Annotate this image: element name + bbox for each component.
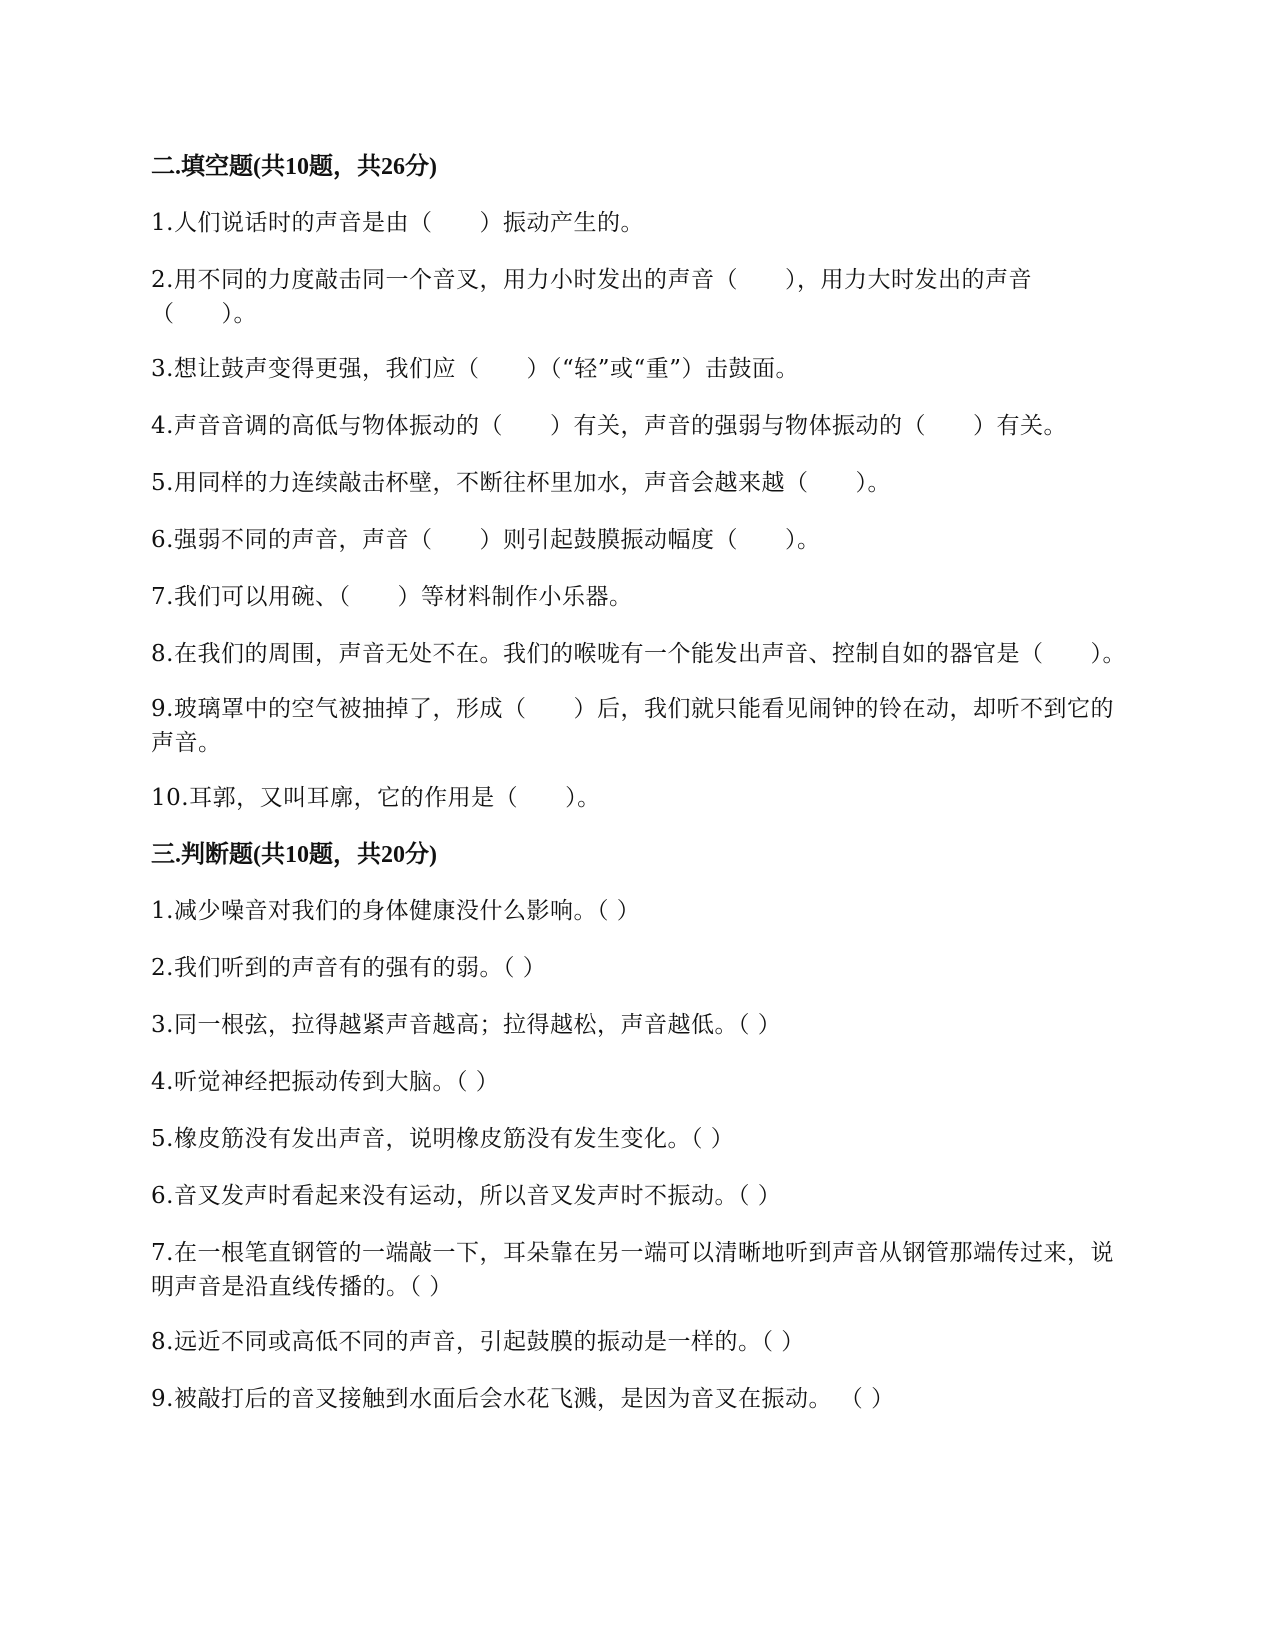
- question-item: 6.强弱不同的声音，声音（ ）则引起鼓膜振动幅度（ ）。: [151, 527, 821, 553]
- question-item: 5.用同样的力连续敲击杯壁，不断往杯里加水，声音会越来越（ ）。: [151, 470, 891, 496]
- question-item: 3.想让鼓声变得更强，我们应（ ）（“轻”或“重”）击鼓面。: [151, 356, 799, 382]
- question-item: 8.在我们的周围，声音无处不在。我们的喉咙有一个能发出声音、控制自如的器官是（ ）。: [151, 641, 1126, 667]
- question-item: 5.橡皮筋没有发出声音，说明橡皮筋没有发生变化。（ ）: [151, 1126, 735, 1152]
- section-title-fill-in-blank: 二.填空题(共10题，共26分): [151, 154, 437, 180]
- question-item: 1.人们说话时的声音是由（ ）振动产生的。: [151, 210, 644, 236]
- true-false-section: [151, 838, 1131, 1416]
- question-item: 10.耳郭，又叫耳廓，它的作用是（ ）。: [151, 785, 601, 811]
- question-item: 7.在一根笔直钢管的一端敲一下，耳朵靠在另一端可以清晰地听到声音从钢管那端传过来，说明声音是沿直线传播的。（ ）: [151, 1240, 1114, 1300]
- question-item: 9.被敲打后的音叉接触到水面后会水花飞溅，是因为音叉在振动。 （ ）: [151, 1386, 895, 1412]
- question-item: 4.声音音调的高低与物体振动的（ ）有关，声音的强弱与物体振动的（ ）有关。: [151, 413, 1067, 439]
- question-item: 4.听觉神经把振动传到大脑。（ ）: [151, 1069, 500, 1095]
- question-item: 7.我们可以用碗、（ ）等材料制作小乐器。: [151, 584, 633, 610]
- document-content: [151, 150, 1131, 1439]
- question-item: 8.远近不同或高低不同的声音，引起鼓膜的振动是一样的。（ ）: [151, 1329, 805, 1355]
- question-item: 2.用不同的力度敲击同一个音叉，用力小时发出的声音（ ），用力大时发出的声音（ ）。: [151, 267, 1032, 327]
- question-item: 1.减少噪音对我们的身体健康没什么影响。（ ）: [151, 898, 641, 924]
- question-item: 3.同一根弦，拉得越紧声音越高；拉得越松，声音越低。（ ）: [151, 1012, 782, 1038]
- question-item: 2.我们听到的声音有的强有的弱。（ ）: [151, 955, 547, 981]
- question-item: 6.音叉发声时看起来没有运动，所以音叉发声时不振动。（ ）: [151, 1183, 782, 1209]
- fill-in-blank-section: [151, 150, 1131, 815]
- question-item: 9.玻璃罩中的空气被抽掉了，形成（ ）后，我们就只能看见闹钟的铃在动，却听不到它的声音。: [151, 696, 1114, 756]
- section-title-true-false: 三.判断题(共10题，共20分): [151, 842, 437, 868]
